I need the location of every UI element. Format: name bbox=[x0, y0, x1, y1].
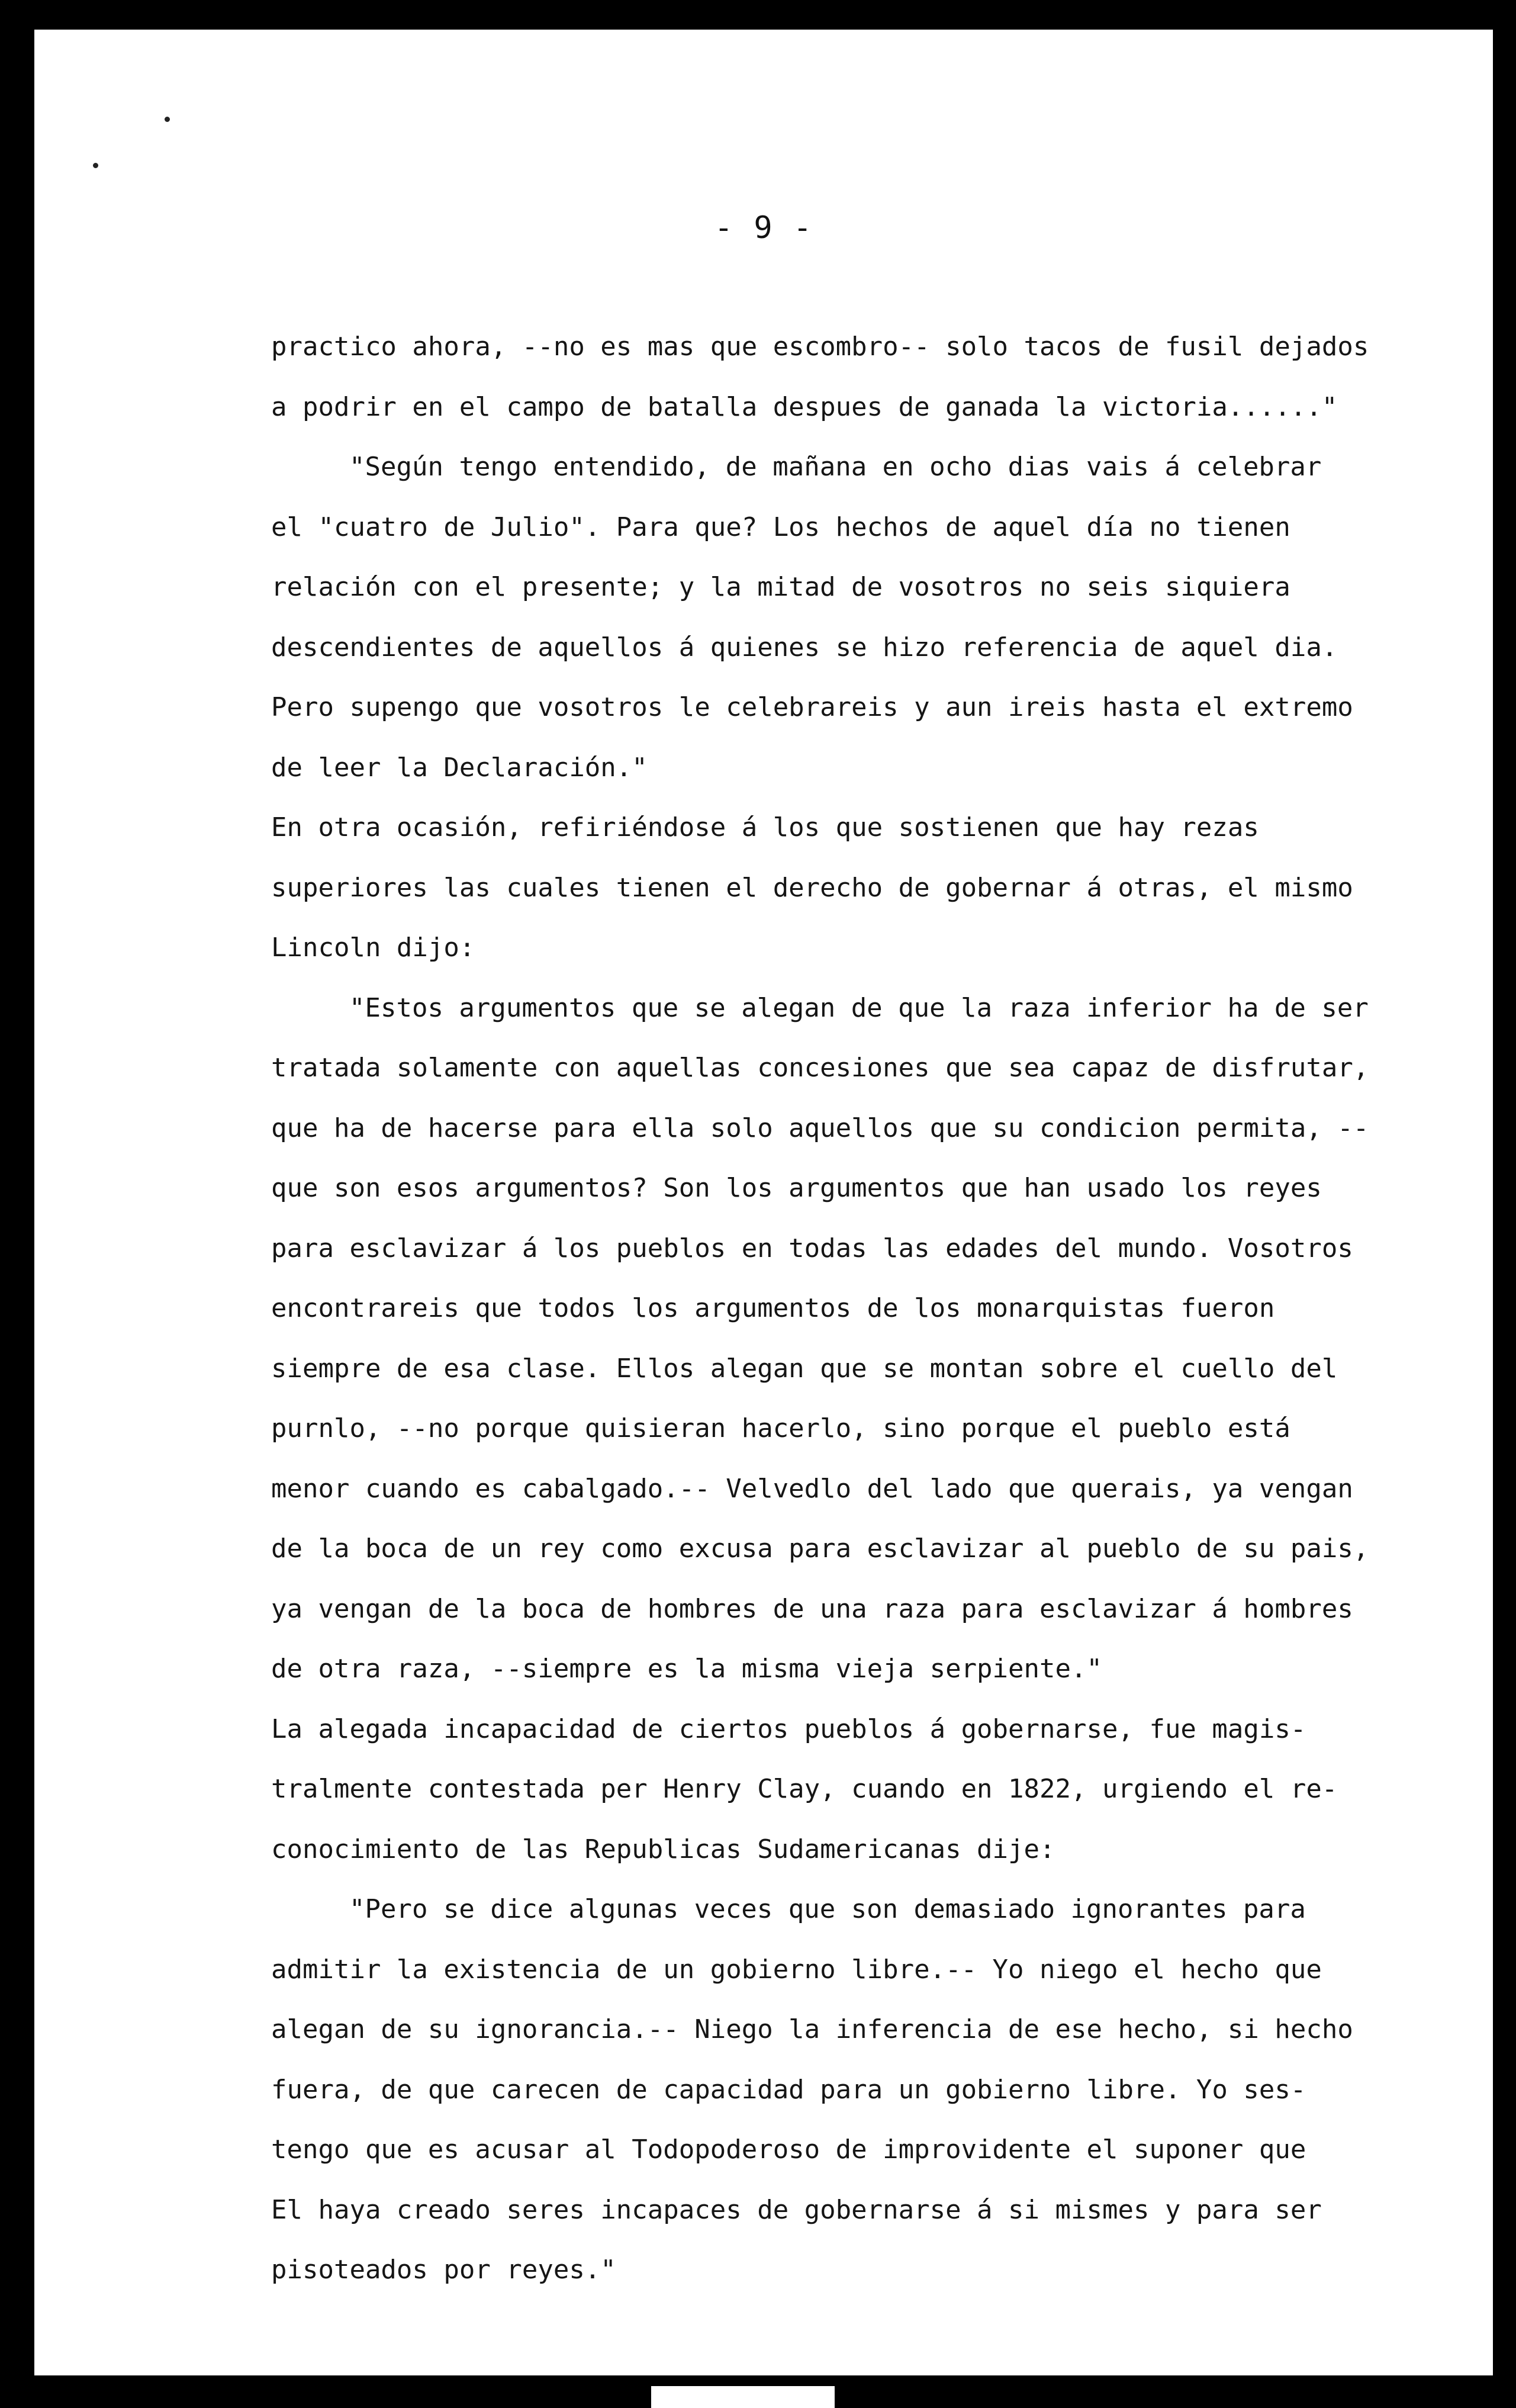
body-text bbox=[271, 317, 1396, 2300]
text-line: de leer la Declaración." bbox=[271, 752, 648, 783]
page-number: - 9 - bbox=[714, 210, 813, 246]
text-line: para esclavizar á los pueblos en todas las edades del mundo. Vosotros bbox=[271, 1233, 1353, 1264]
document-page bbox=[34, 30, 1493, 2375]
text-line: ya vengan de la boca de hombres de una raza para esclavizar á hombres bbox=[271, 1593, 1353, 1624]
text-line: purnlo, --no porque quisieran hacerlo, sino porque el pueblo está bbox=[271, 1413, 1290, 1443]
scan-label bbox=[651, 2386, 835, 2408]
text-line: Pero supengo que vosotros le celebrareis y aun ireis hasta el extremo bbox=[271, 692, 1353, 722]
ink-speck bbox=[93, 163, 98, 168]
text-line: tralmente contestada per Henry Clay, cuando en 1822, urgiendo el re- bbox=[271, 1774, 1338, 1804]
text-line: a podrir en el campo de batalla despues de ganada la victoria......" bbox=[271, 391, 1338, 422]
text-line: encontrareis que todos los argumentos de los monarquistas fueron bbox=[271, 1293, 1275, 1323]
ink-speck bbox=[165, 117, 170, 122]
text-line: que ha de hacerse para ella solo aquellos que su condicion permita, -- bbox=[271, 1113, 1369, 1143]
text-line: de la boca de un rey como excusa para esclavizar al pueblo de su pais, bbox=[271, 1533, 1369, 1564]
text-line: el "cuatro de Julio". Para que? Los hechos de aquel día no tienen bbox=[271, 512, 1290, 542]
text-line: "Estos argumentos que se alegan de que la raza inferior ha de ser bbox=[349, 992, 1369, 1023]
text-line: conocimiento de las Republicas Sudamericanas dije: bbox=[271, 1834, 1055, 1864]
text-line: alegan de su ignorancia.-- Niego la inferencia de ese hecho, si hecho bbox=[271, 2014, 1353, 2044]
text-line: siempre de esa clase. Ellos alegan que se montan sobre el cuello del bbox=[271, 1353, 1338, 1384]
text-line: menor cuando es cabalgado.-- Velvedlo del lado que querais, ya vengan bbox=[271, 1473, 1353, 1504]
text-line: La alegada incapacidad de ciertos pueblos á gobernarse, fue magis- bbox=[271, 1713, 1306, 1744]
text-line: fuera, de que carecen de capacidad para un gobierno libre. Yo ses- bbox=[271, 2074, 1306, 2105]
text-line: El haya creado seres incapaces de gobernarse á si mismes y para ser bbox=[271, 2194, 1322, 2225]
text-line: "Según tengo entendido, de mañana en ocho dias vais á celebrar bbox=[349, 452, 1322, 482]
text-line: relación con el presente; y la mitad de vosotros no seis siquiera bbox=[271, 572, 1290, 602]
text-line: superiores las cuales tienen el derecho de gobernar á otras, el mismo bbox=[271, 872, 1353, 903]
text-line: pisoteados por reyes." bbox=[271, 2255, 616, 2285]
text-line: que son esos argumentos? Son los argumentos que han usado los reyes bbox=[271, 1173, 1322, 1203]
text-line: de otra raza, --siempre es la misma vieja serpiente." bbox=[271, 1654, 1102, 1684]
text-line: "Pero se dice algunas veces que son demasiado ignorantes para bbox=[349, 1894, 1306, 1924]
text-line: descendientes de aquellos á quienes se hizo referencia de aquel dia. bbox=[271, 632, 1338, 663]
text-line: En otra ocasión, refiriéndose á los que sostienen que hay rezas bbox=[271, 812, 1259, 843]
text-line: Lincoln dijo: bbox=[271, 933, 475, 963]
text-line: admitir la existencia de un gobierno libre.-- Yo niego el hecho que bbox=[271, 1954, 1322, 1985]
text-line: tengo que es acusar al Todopoderoso de improvidente el suponer que bbox=[271, 2134, 1306, 2165]
text-line: tratada solamente con aquellas concesiones que sea capaz de disfrutar, bbox=[271, 1053, 1369, 1083]
text-line: practico ahora, --no es mas que escombro-- solo tacos de fusil dejados bbox=[271, 332, 1369, 362]
